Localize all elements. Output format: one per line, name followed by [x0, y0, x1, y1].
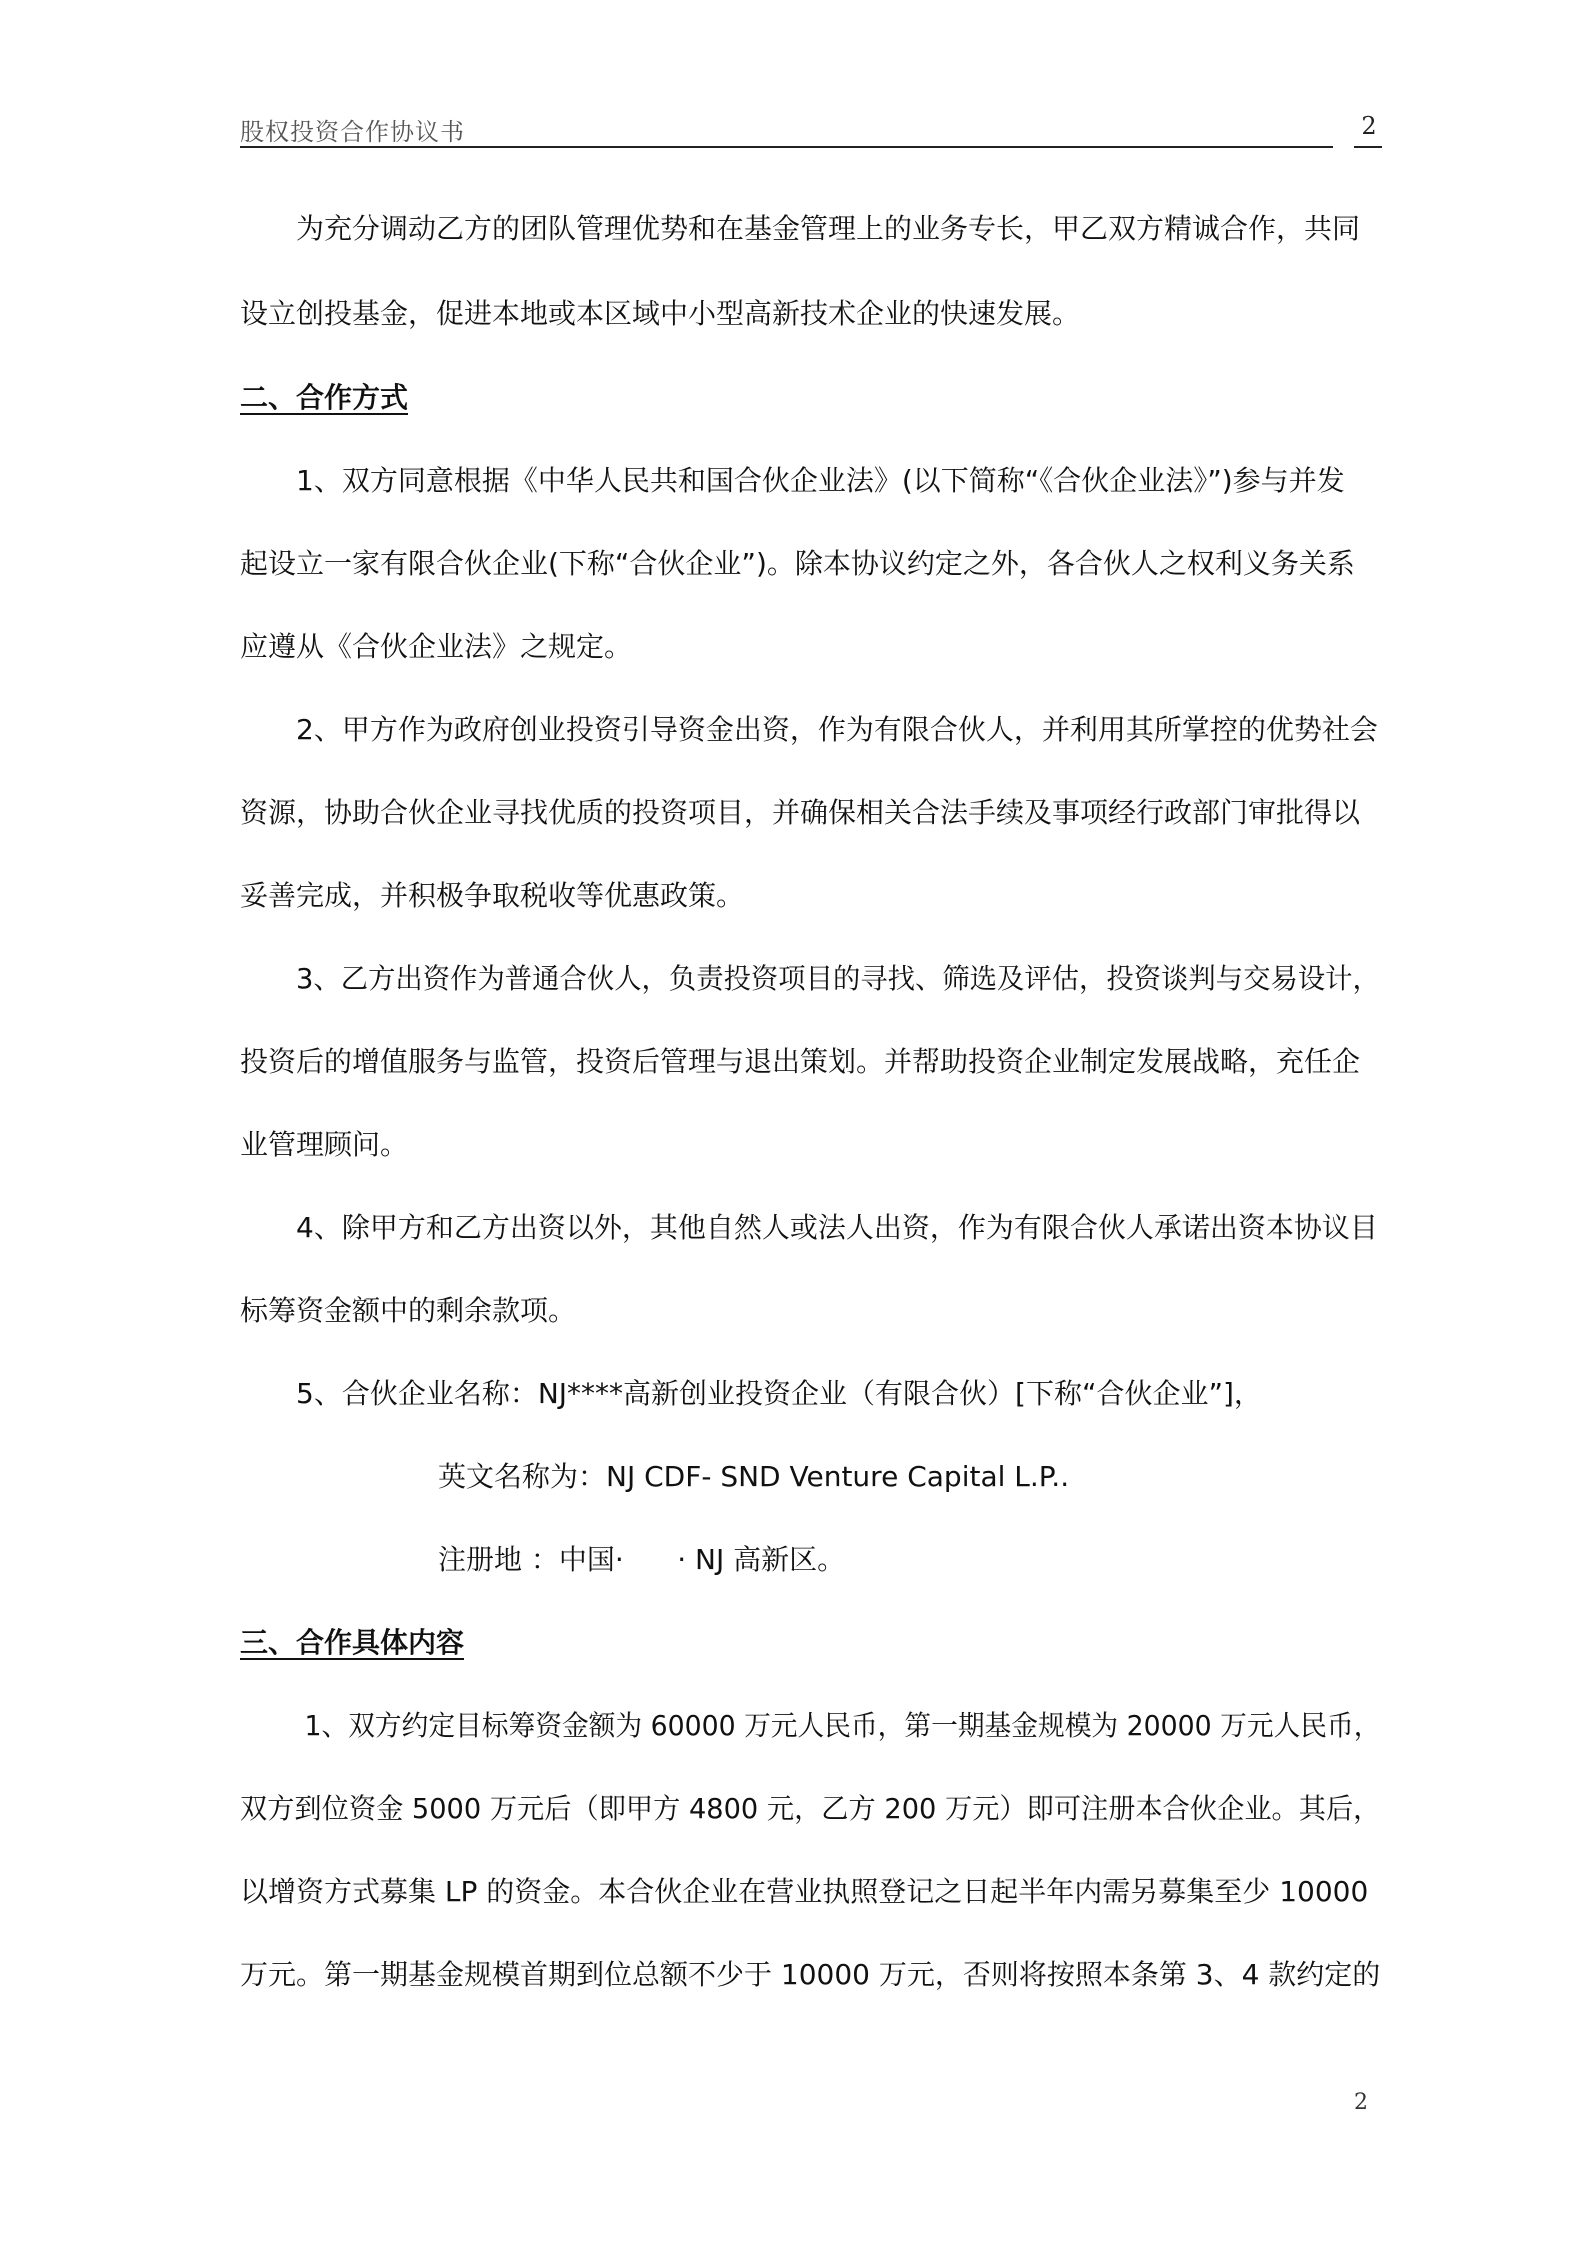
english-name: 英文名称为：NJ CDF- SND Venture Capital L.P..	[438, 1460, 1070, 1493]
paragraph-line: 起设立一家有限合伙企业(下称“合伙企业”)。除本协议约定之外，各合伙人之权利义务关系	[240, 547, 1355, 580]
paragraph-line: 应遵从《合伙企业法》之规定。	[240, 630, 633, 663]
section-heading: 三、合作具体内容	[240, 1626, 465, 1659]
section-heading: 二、合作方式	[240, 381, 409, 414]
paragraph-line: 万元。第一期基金规模首期到位总额不少于 10000 万元，否则将按照本条第 3、4 款约定的	[240, 1958, 1381, 1991]
paragraph-line: 1、双方同意根据《中华人民共和国合伙企业法》(以下简称“《合伙企业法》”)参与并发	[296, 464, 1345, 497]
footer-page-number: 2	[1354, 2090, 1368, 2115]
paragraph-line: 1、双方约定目标筹资金额为 60000 万元人民币，第一期基金规模为 20000 万元人民币，	[296, 1709, 1381, 1742]
paragraph-line: 4、除甲方和乙方出资以外，其他自然人或法人出资，作为有限合伙人承诺出资本协议目	[296, 1211, 1378, 1244]
page-header	[240, 108, 1380, 148]
header-page-number: 2	[1361, 112, 1377, 140]
document-title: 股权投资合作协议书	[240, 118, 465, 146]
header-page-rule	[1354, 146, 1382, 148]
paragraph-line: 5、合伙企业名称：NJ****高新创业投资企业（有限合伙）[下称“合伙企业”]，	[296, 1377, 1262, 1410]
paragraph-line: 3、乙方出资作为普通合伙人，负责投资项目的寻找、筛选及评估，投资谈判与交易设计，	[296, 962, 1380, 995]
paragraph-line: 投资后的增值服务与监管，投资后管理与退出策划。并帮助投资企业制定发展战略，充任企	[240, 1045, 1361, 1078]
paragraph-line: 资源，协助合伙企业寻找优质的投资项目，并确保相关合法手续及事项经行政部门审批得以	[240, 796, 1361, 829]
paragraph-line: 2、甲方作为政府创业投资引导资金出资，作为有限合伙人，并利用其所掌控的优势社会	[296, 713, 1378, 746]
paragraph-line: 双方到位资金 5000 万元后（即甲方 4800 元，乙方 200 万元）即可注册本合伙企业。其后，	[240, 1792, 1381, 1825]
paragraph-line: 为充分调动乙方的团队管理优势和在基金管理上的业务专长，甲乙双方精诚合作，共同	[296, 212, 1361, 245]
paragraph-line: 以增资方式募集 LP 的资金。本合伙企业在营业执照登记之日起半年内需另募集至少 10000	[240, 1875, 1369, 1908]
paragraph-line: 标筹资金额中的剩余款项。	[240, 1294, 577, 1327]
paragraph-line: 妥善完成，并积极争取税收等优惠政策。	[240, 879, 745, 912]
registration-place: 注册地 ：中国· · NJ 高新区。	[438, 1543, 846, 1576]
header-rule	[240, 146, 1333, 148]
paragraph-line: 设立创投基金，促进本地或本区域中小型高新技术企业的快速发展。	[240, 297, 1081, 330]
paragraph-line: 业管理顾问。	[240, 1128, 409, 1161]
